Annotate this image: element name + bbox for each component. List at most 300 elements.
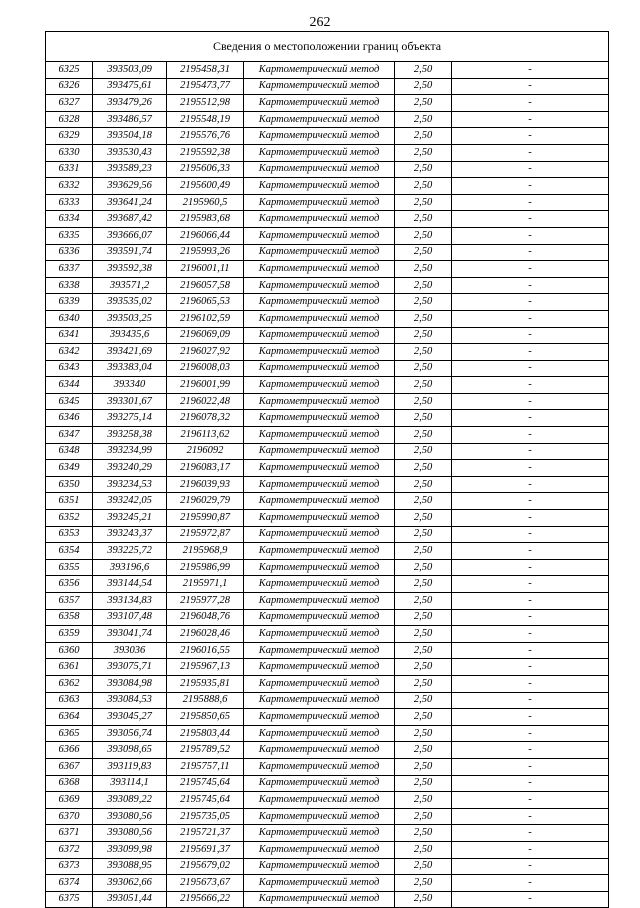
y-coordinate-cell: 2195458,31 xyxy=(167,62,244,79)
y-coordinate-cell: 2195789,52 xyxy=(167,742,244,759)
x-coordinate-cell: 393045,27 xyxy=(93,709,167,726)
y-coordinate-cell: 2196083,17 xyxy=(167,460,244,477)
point-number-cell: 6369 xyxy=(46,792,93,809)
table-row xyxy=(46,593,609,610)
table-row xyxy=(46,742,609,759)
y-coordinate-cell: 2196078,32 xyxy=(167,410,244,427)
method-cell: Картометрический метод xyxy=(244,792,395,809)
y-coordinate-cell: 2196008,03 xyxy=(167,360,244,377)
x-coordinate-cell: 393571,2 xyxy=(93,277,167,294)
table-row xyxy=(46,227,609,244)
table-row xyxy=(46,128,609,145)
table-row xyxy=(46,277,609,294)
table-row xyxy=(46,244,609,261)
accuracy-cell: 2,50 xyxy=(395,344,452,361)
description-cell: - xyxy=(452,559,609,576)
description-cell: - xyxy=(452,808,609,825)
x-coordinate-cell: 393225,72 xyxy=(93,543,167,560)
table-row xyxy=(46,875,609,892)
point-number-cell: 6368 xyxy=(46,775,93,792)
x-coordinate-cell: 393234,53 xyxy=(93,476,167,493)
table-row xyxy=(46,211,609,228)
table-row xyxy=(46,841,609,858)
method-cell: Картометрический метод xyxy=(244,775,395,792)
point-number-cell: 6344 xyxy=(46,377,93,394)
description-cell: - xyxy=(452,659,609,676)
method-cell: Картометрический метод xyxy=(244,410,395,427)
x-coordinate-cell: 393243,37 xyxy=(93,526,167,543)
point-number-cell: 6336 xyxy=(46,244,93,261)
method-cell: Картометрический метод xyxy=(244,841,395,858)
point-number-cell: 6347 xyxy=(46,427,93,444)
table-row xyxy=(46,526,609,543)
method-cell: Картометрический метод xyxy=(244,675,395,692)
method-cell: Картометрический метод xyxy=(244,642,395,659)
method-cell: Картометрический метод xyxy=(244,609,395,626)
x-coordinate-cell: 393114,1 xyxy=(93,775,167,792)
method-cell: Картометрический метод xyxy=(244,758,395,775)
y-coordinate-cell: 2195666,22 xyxy=(167,891,244,908)
y-coordinate-cell: 2195935,81 xyxy=(167,675,244,692)
y-coordinate-cell: 2196001,11 xyxy=(167,261,244,278)
table-row xyxy=(46,111,609,128)
accuracy-cell: 2,50 xyxy=(395,559,452,576)
table-row xyxy=(46,78,609,95)
accuracy-cell: 2,50 xyxy=(395,526,452,543)
point-number-cell: 6339 xyxy=(46,294,93,311)
accuracy-cell: 2,50 xyxy=(395,360,452,377)
method-cell: Картометрический метод xyxy=(244,692,395,709)
description-cell: - xyxy=(452,742,609,759)
accuracy-cell: 2,50 xyxy=(395,78,452,95)
x-coordinate-cell: 393041,74 xyxy=(93,626,167,643)
x-coordinate-cell: 393119,83 xyxy=(93,758,167,775)
accuracy-cell: 2,50 xyxy=(395,144,452,161)
y-coordinate-cell: 2195850,65 xyxy=(167,709,244,726)
point-number-cell: 6342 xyxy=(46,344,93,361)
description-cell: - xyxy=(452,111,609,128)
point-number-cell: 6360 xyxy=(46,642,93,659)
accuracy-cell: 2,50 xyxy=(395,858,452,875)
point-number-cell: 6355 xyxy=(46,559,93,576)
description-cell: - xyxy=(452,327,609,344)
description-cell: - xyxy=(452,277,609,294)
y-coordinate-cell: 2195745,64 xyxy=(167,792,244,809)
x-coordinate-cell: 393107,48 xyxy=(93,609,167,626)
description-cell: - xyxy=(452,227,609,244)
description-cell: - xyxy=(452,692,609,709)
y-coordinate-cell: 2196066,44 xyxy=(167,227,244,244)
table-row xyxy=(46,194,609,211)
point-number-cell: 6345 xyxy=(46,393,93,410)
method-cell: Картометрический метод xyxy=(244,327,395,344)
accuracy-cell: 2,50 xyxy=(395,161,452,178)
method-cell: Картометрический метод xyxy=(244,427,395,444)
table-row xyxy=(46,725,609,742)
method-cell: Картометрический метод xyxy=(244,178,395,195)
y-coordinate-cell: 2195576,76 xyxy=(167,128,244,145)
accuracy-cell: 2,50 xyxy=(395,95,452,112)
accuracy-cell: 2,50 xyxy=(395,393,452,410)
description-cell: - xyxy=(452,377,609,394)
x-coordinate-cell: 393629,56 xyxy=(93,178,167,195)
point-number-cell: 6353 xyxy=(46,526,93,543)
description-cell: - xyxy=(452,891,609,908)
point-number-cell: 6364 xyxy=(46,709,93,726)
accuracy-cell: 2,50 xyxy=(395,543,452,560)
x-coordinate-cell: 393144,54 xyxy=(93,576,167,593)
y-coordinate-cell: 2195968,9 xyxy=(167,543,244,560)
y-coordinate-cell: 2196016,55 xyxy=(167,642,244,659)
y-coordinate-cell: 2196022,48 xyxy=(167,393,244,410)
method-cell: Картометрический метод xyxy=(244,377,395,394)
y-coordinate-cell: 2196113,62 xyxy=(167,427,244,444)
method-cell: Картометрический метод xyxy=(244,510,395,527)
description-cell: - xyxy=(452,393,609,410)
point-number-cell: 6326 xyxy=(46,78,93,95)
accuracy-cell: 2,50 xyxy=(395,178,452,195)
x-coordinate-cell: 393592,38 xyxy=(93,261,167,278)
accuracy-cell: 2,50 xyxy=(395,327,452,344)
method-cell: Картометрический метод xyxy=(244,294,395,311)
y-coordinate-cell: 2196065,53 xyxy=(167,294,244,311)
x-coordinate-cell: 393234,99 xyxy=(93,443,167,460)
point-number-cell: 6372 xyxy=(46,841,93,858)
description-cell: - xyxy=(452,95,609,112)
accuracy-cell: 2,50 xyxy=(395,377,452,394)
method-cell: Картометрический метод xyxy=(244,310,395,327)
accuracy-cell: 2,50 xyxy=(395,443,452,460)
method-cell: Картометрический метод xyxy=(244,460,395,477)
y-coordinate-cell: 2196028,46 xyxy=(167,626,244,643)
point-number-cell: 6327 xyxy=(46,95,93,112)
description-cell: - xyxy=(452,194,609,211)
x-coordinate-cell: 393435,6 xyxy=(93,327,167,344)
point-number-cell: 6329 xyxy=(46,128,93,145)
point-number-cell: 6343 xyxy=(46,360,93,377)
description-cell: - xyxy=(452,709,609,726)
y-coordinate-cell: 2195990,87 xyxy=(167,510,244,527)
table-row xyxy=(46,626,609,643)
x-coordinate-cell: 393056,74 xyxy=(93,725,167,742)
page-number: 262 xyxy=(309,15,331,30)
x-coordinate-cell: 393504,18 xyxy=(93,128,167,145)
table-row xyxy=(46,659,609,676)
accuracy-cell: 2,50 xyxy=(395,875,452,892)
y-coordinate-cell: 2195977,28 xyxy=(167,593,244,610)
accuracy-cell: 2,50 xyxy=(395,128,452,145)
description-cell: - xyxy=(452,476,609,493)
table-row xyxy=(46,825,609,842)
table-row xyxy=(46,609,609,626)
description-cell: - xyxy=(452,510,609,527)
y-coordinate-cell: 2195673,67 xyxy=(167,875,244,892)
table-row xyxy=(46,543,609,560)
table-row xyxy=(46,393,609,410)
method-cell: Картометрический метод xyxy=(244,626,395,643)
y-coordinate-cell: 2196029,79 xyxy=(167,493,244,510)
method-cell: Картометрический метод xyxy=(244,227,395,244)
method-cell: Картометрический метод xyxy=(244,344,395,361)
point-number-cell: 6361 xyxy=(46,659,93,676)
description-cell: - xyxy=(452,758,609,775)
method-cell: Картометрический метод xyxy=(244,144,395,161)
accuracy-cell: 2,50 xyxy=(395,742,452,759)
accuracy-cell: 2,50 xyxy=(395,609,452,626)
method-cell: Картометрический метод xyxy=(244,111,395,128)
table-row xyxy=(46,410,609,427)
description-cell: - xyxy=(452,576,609,593)
method-cell: Картометрический метод xyxy=(244,559,395,576)
accuracy-cell: 2,50 xyxy=(395,808,452,825)
y-coordinate-cell: 2195600,49 xyxy=(167,178,244,195)
y-coordinate-cell: 2195986,99 xyxy=(167,559,244,576)
point-number-cell: 6333 xyxy=(46,194,93,211)
table-row xyxy=(46,675,609,692)
description-cell: - xyxy=(452,875,609,892)
y-coordinate-cell: 2195803,44 xyxy=(167,725,244,742)
accuracy-cell: 2,50 xyxy=(395,510,452,527)
description-cell: - xyxy=(452,410,609,427)
x-coordinate-cell: 393196,6 xyxy=(93,559,167,576)
x-coordinate-cell: 393641,24 xyxy=(93,194,167,211)
x-coordinate-cell: 393099,98 xyxy=(93,841,167,858)
point-number-cell: 6351 xyxy=(46,493,93,510)
point-number-cell: 6325 xyxy=(46,62,93,79)
table-row xyxy=(46,775,609,792)
description-cell: - xyxy=(452,244,609,261)
table-row xyxy=(46,261,609,278)
accuracy-cell: 2,50 xyxy=(395,593,452,610)
point-number-cell: 6359 xyxy=(46,626,93,643)
description-cell: - xyxy=(452,543,609,560)
table-row xyxy=(46,144,609,161)
table-title: Сведения о местоположении границ объекта xyxy=(46,32,609,62)
description-cell: - xyxy=(452,526,609,543)
description-cell: - xyxy=(452,211,609,228)
method-cell: Картометрический метод xyxy=(244,476,395,493)
table-row xyxy=(46,510,609,527)
y-coordinate-cell: 2196057,58 xyxy=(167,277,244,294)
accuracy-cell: 2,50 xyxy=(395,460,452,477)
x-coordinate-cell: 393301,67 xyxy=(93,393,167,410)
table-row xyxy=(46,559,609,576)
table-row xyxy=(46,808,609,825)
description-cell: - xyxy=(452,294,609,311)
x-coordinate-cell: 393666,07 xyxy=(93,227,167,244)
method-cell: Картометрический метод xyxy=(244,62,395,79)
method-cell: Картометрический метод xyxy=(244,261,395,278)
table-row xyxy=(46,327,609,344)
x-coordinate-cell: 393503,25 xyxy=(93,310,167,327)
method-cell: Картометрический метод xyxy=(244,891,395,908)
method-cell: Картометрический метод xyxy=(244,277,395,294)
description-cell: - xyxy=(452,460,609,477)
description-cell: - xyxy=(452,858,609,875)
table-row xyxy=(46,294,609,311)
y-coordinate-cell: 2195972,87 xyxy=(167,526,244,543)
method-cell: Картометрический метод xyxy=(244,875,395,892)
method-cell: Картометрический метод xyxy=(244,211,395,228)
y-coordinate-cell: 2195888,6 xyxy=(167,692,244,709)
x-coordinate-cell: 393535,02 xyxy=(93,294,167,311)
point-number-cell: 6374 xyxy=(46,875,93,892)
point-number-cell: 6334 xyxy=(46,211,93,228)
y-coordinate-cell: 2195721,37 xyxy=(167,825,244,842)
table-row xyxy=(46,427,609,444)
point-number-cell: 6365 xyxy=(46,725,93,742)
table-row xyxy=(46,709,609,726)
method-cell: Картометрический метод xyxy=(244,443,395,460)
description-cell: - xyxy=(452,825,609,842)
description-cell: - xyxy=(452,642,609,659)
description-cell: - xyxy=(452,427,609,444)
point-number-cell: 6375 xyxy=(46,891,93,908)
accuracy-cell: 2,50 xyxy=(395,576,452,593)
table-row xyxy=(46,310,609,327)
description-cell: - xyxy=(452,344,609,361)
table-row xyxy=(46,360,609,377)
description-cell: - xyxy=(452,443,609,460)
y-coordinate-cell: 2196039,93 xyxy=(167,476,244,493)
accuracy-cell: 2,50 xyxy=(395,194,452,211)
table-row xyxy=(46,792,609,809)
point-number-cell: 6337 xyxy=(46,261,93,278)
method-cell: Картометрический метод xyxy=(244,725,395,742)
y-coordinate-cell: 2196001,99 xyxy=(167,377,244,394)
description-cell: - xyxy=(452,360,609,377)
y-coordinate-cell: 2196048,76 xyxy=(167,609,244,626)
accuracy-cell: 2,50 xyxy=(395,626,452,643)
x-coordinate-cell: 393589,23 xyxy=(93,161,167,178)
description-cell: - xyxy=(452,775,609,792)
y-coordinate-cell: 2196069,09 xyxy=(167,327,244,344)
x-coordinate-cell: 393340 xyxy=(93,377,167,394)
table-row xyxy=(46,460,609,477)
table-row xyxy=(46,493,609,510)
method-cell: Картометрический метод xyxy=(244,659,395,676)
point-number-cell: 6367 xyxy=(46,758,93,775)
accuracy-cell: 2,50 xyxy=(395,775,452,792)
accuracy-cell: 2,50 xyxy=(395,427,452,444)
y-coordinate-cell: 2195606,33 xyxy=(167,161,244,178)
table-row xyxy=(46,161,609,178)
point-number-cell: 6340 xyxy=(46,310,93,327)
accuracy-cell: 2,50 xyxy=(395,277,452,294)
description-cell: - xyxy=(452,841,609,858)
x-coordinate-cell: 393051,44 xyxy=(93,891,167,908)
description-cell: - xyxy=(452,144,609,161)
point-number-cell: 6331 xyxy=(46,161,93,178)
point-number-cell: 6373 xyxy=(46,858,93,875)
x-coordinate-cell: 393084,98 xyxy=(93,675,167,692)
accuracy-cell: 2,50 xyxy=(395,692,452,709)
x-coordinate-cell: 393134,83 xyxy=(93,593,167,610)
accuracy-cell: 2,50 xyxy=(395,725,452,742)
x-coordinate-cell: 393479,26 xyxy=(93,95,167,112)
table-row xyxy=(46,858,609,875)
x-coordinate-cell: 393080,56 xyxy=(93,808,167,825)
method-cell: Картометрический метод xyxy=(244,543,395,560)
method-cell: Картометрический метод xyxy=(244,593,395,610)
x-coordinate-cell: 393062,66 xyxy=(93,875,167,892)
point-number-cell: 6357 xyxy=(46,593,93,610)
accuracy-cell: 2,50 xyxy=(395,675,452,692)
point-number-cell: 6366 xyxy=(46,742,93,759)
x-coordinate-cell: 393080,56 xyxy=(93,825,167,842)
y-coordinate-cell: 2195592,38 xyxy=(167,144,244,161)
accuracy-cell: 2,50 xyxy=(395,261,452,278)
description-cell: - xyxy=(452,178,609,195)
y-coordinate-cell: 2196027,92 xyxy=(167,344,244,361)
point-number-cell: 6346 xyxy=(46,410,93,427)
point-number-cell: 6362 xyxy=(46,675,93,692)
y-coordinate-cell: 2195960,5 xyxy=(167,194,244,211)
accuracy-cell: 2,50 xyxy=(395,410,452,427)
accuracy-cell: 2,50 xyxy=(395,709,452,726)
x-coordinate-cell: 393088,95 xyxy=(93,858,167,875)
accuracy-cell: 2,50 xyxy=(395,111,452,128)
accuracy-cell: 2,50 xyxy=(395,659,452,676)
table-row xyxy=(46,344,609,361)
x-coordinate-cell: 393075,71 xyxy=(93,659,167,676)
x-coordinate-cell: 393240,29 xyxy=(93,460,167,477)
method-cell: Картометрический метод xyxy=(244,576,395,593)
method-cell: Картометрический метод xyxy=(244,393,395,410)
table-row xyxy=(46,642,609,659)
table-row xyxy=(46,178,609,195)
description-cell: - xyxy=(452,493,609,510)
y-coordinate-cell: 2195473,77 xyxy=(167,78,244,95)
boundary-coordinates-table xyxy=(45,31,609,908)
accuracy-cell: 2,50 xyxy=(395,792,452,809)
y-coordinate-cell: 2195735,05 xyxy=(167,808,244,825)
y-coordinate-cell: 2195967,13 xyxy=(167,659,244,676)
y-coordinate-cell: 2195971,1 xyxy=(167,576,244,593)
point-number-cell: 6354 xyxy=(46,543,93,560)
accuracy-cell: 2,50 xyxy=(395,642,452,659)
x-coordinate-cell: 393098,65 xyxy=(93,742,167,759)
table-row xyxy=(46,758,609,775)
x-coordinate-cell: 393421,69 xyxy=(93,344,167,361)
accuracy-cell: 2,50 xyxy=(395,211,452,228)
method-cell: Картометрический метод xyxy=(244,95,395,112)
description-cell: - xyxy=(452,626,609,643)
accuracy-cell: 2,50 xyxy=(395,244,452,261)
table-row xyxy=(46,443,609,460)
x-coordinate-cell: 393503,09 xyxy=(93,62,167,79)
y-coordinate-cell: 2195757,11 xyxy=(167,758,244,775)
point-number-cell: 6350 xyxy=(46,476,93,493)
accuracy-cell: 2,50 xyxy=(395,825,452,842)
point-number-cell: 6332 xyxy=(46,178,93,195)
x-coordinate-cell: 393687,42 xyxy=(93,211,167,228)
method-cell: Картометрический метод xyxy=(244,194,395,211)
description-cell: - xyxy=(452,261,609,278)
method-cell: Картометрический метод xyxy=(244,808,395,825)
accuracy-cell: 2,50 xyxy=(395,841,452,858)
x-coordinate-cell: 393242,05 xyxy=(93,493,167,510)
x-coordinate-cell: 393084,53 xyxy=(93,692,167,709)
point-number-cell: 6330 xyxy=(46,144,93,161)
method-cell: Картометрический метод xyxy=(244,825,395,842)
table-row xyxy=(46,62,609,79)
x-coordinate-cell: 393530,43 xyxy=(93,144,167,161)
accuracy-cell: 2,50 xyxy=(395,476,452,493)
y-coordinate-cell: 2195679,02 xyxy=(167,858,244,875)
x-coordinate-cell: 393245,21 xyxy=(93,510,167,527)
point-number-cell: 6358 xyxy=(46,609,93,626)
